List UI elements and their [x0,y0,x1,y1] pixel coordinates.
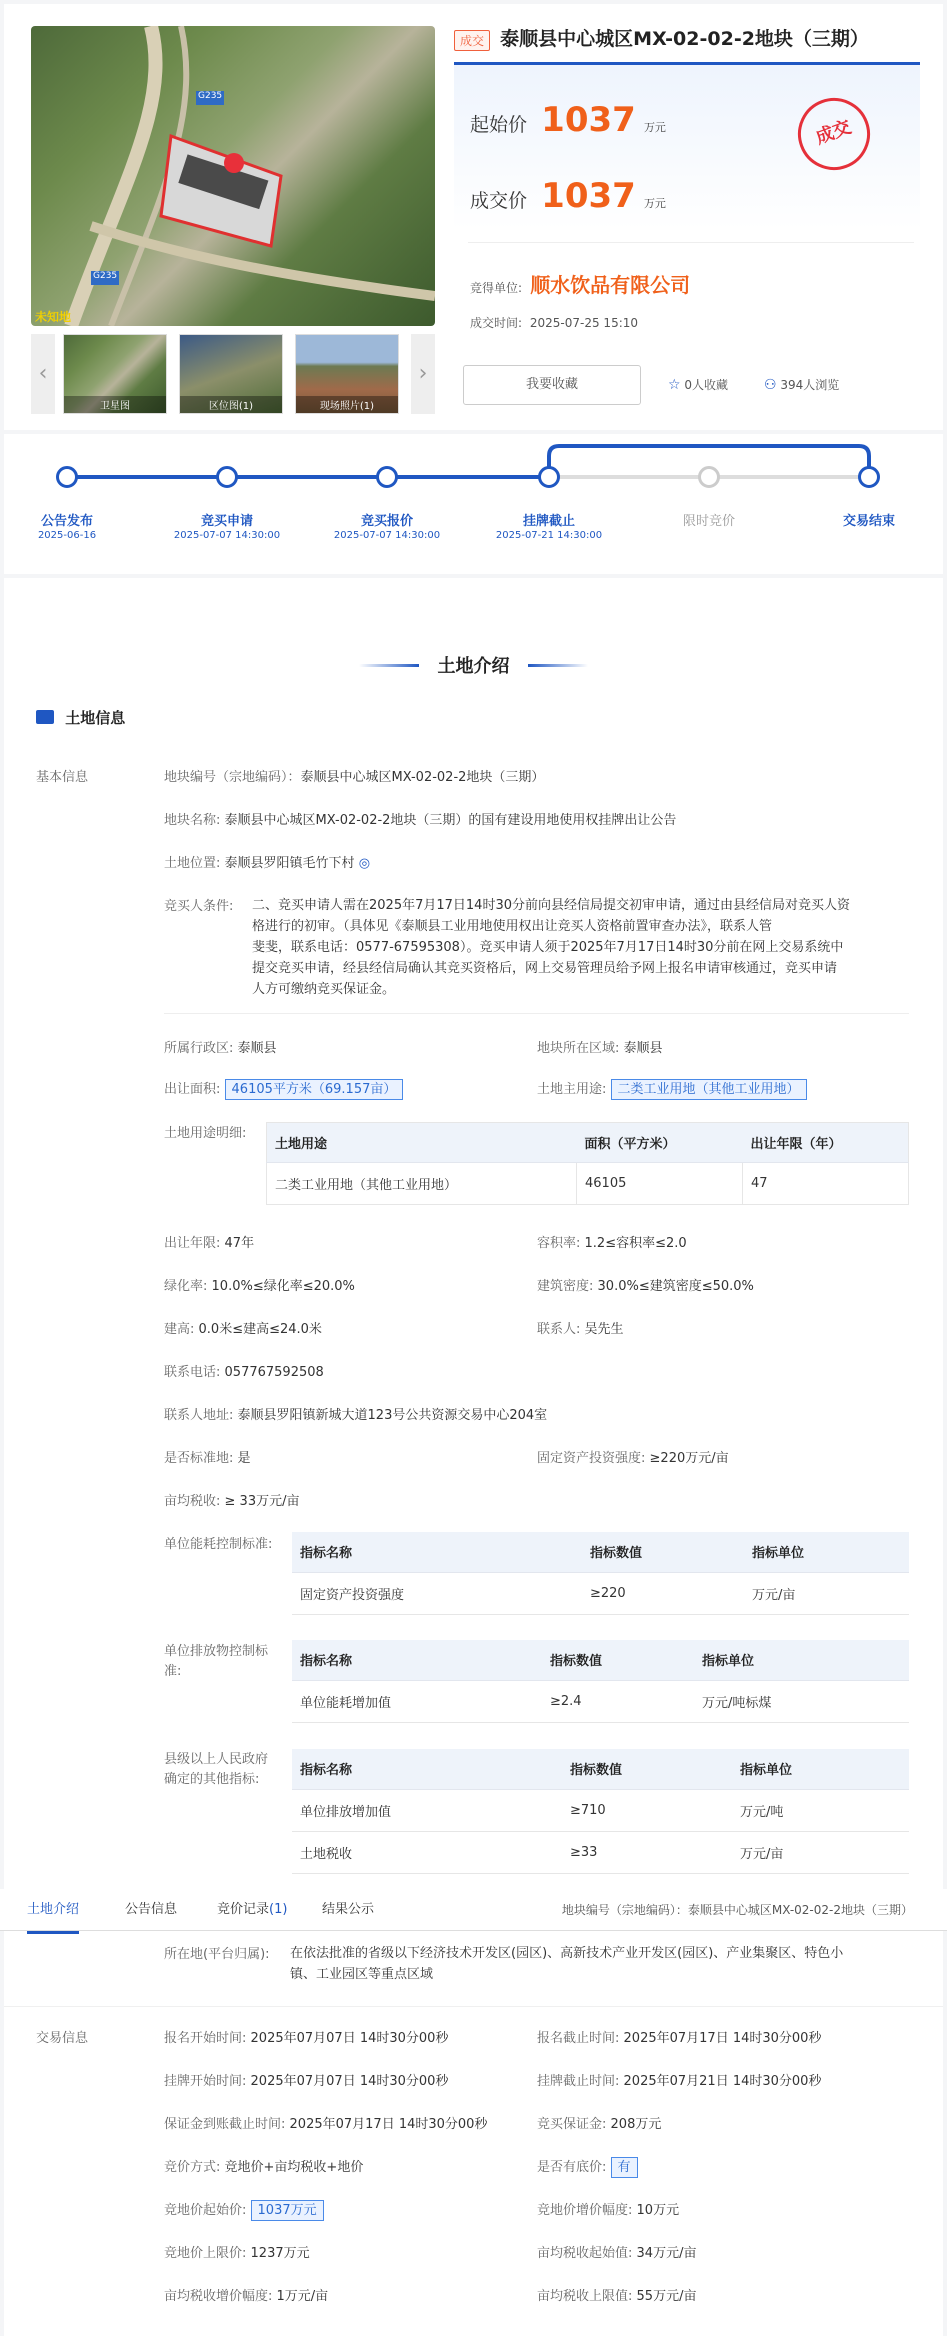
timeline-track [4,434,943,574]
green-label: 绿化率: [164,1279,208,1294]
col-header: 指标名称 [292,1532,582,1572]
land-cap-row [164,2242,310,2261]
invest-label: 固定资产投资强度: [537,1451,646,1466]
tax-start-row [537,2242,696,2261]
platform-line: 镇、工业园区等重点区域 [290,1967,434,1982]
step-label: 竞买申请 [200,514,253,529]
step-label: 公告发布 [40,514,93,529]
invest-value: ≥220万元/亩 [649,1451,729,1466]
start-price-row [470,100,666,140]
area-row [164,1078,403,1100]
contact-label: 联系人: [537,1322,581,1337]
land-info-heading [36,707,125,728]
phone-row [164,1361,324,1380]
tax-cap-value: 55万元/亩 [636,2289,697,2304]
contact-address-value: 泰顺县罗阳镇新城大道123号公共资源交易中心204室 [237,1408,548,1423]
plot-code-value: 泰顺县中心城区MX-02-02-2地块（三期） [300,770,545,785]
deposit-row [537,2113,661,2132]
step-date: 2025-07-21 14:30:00 [495,530,603,541]
contact-value: 吴先生 [584,1322,624,1337]
standard-row [164,1447,251,1466]
tax-label: 亩均税收: [164,1494,221,1509]
main-use-value: 二类工业用地（其他工业用地） [611,1079,807,1100]
step-dot [56,466,78,488]
divider [4,2006,943,2007]
step-dot [698,466,720,488]
title-deco-right [528,664,588,667]
step-label: 交易结束 [842,514,895,529]
basic-info-label: 基本信息 [36,770,89,785]
tax-inc-label: 亩均税收增价幅度: [164,2289,273,2304]
deal-price-row [470,176,666,216]
main-use-label: 土地主用途: [537,1082,607,1097]
tax-inc-row [164,2285,328,2304]
tab-bid-records[interactable] [217,1889,287,1931]
admin-region-value: 泰顺县 [237,1041,277,1056]
deal-time-label: 成交时间: [470,316,523,330]
land-inc-label: 竞地价增价幅度: [537,2203,633,2218]
density-label: 建筑密度: [537,1279,594,1294]
section-title: 土地介绍 [437,656,510,677]
deal-price-unit: 万元 [643,197,666,210]
emission-label [164,1642,268,1682]
label-line: 准: [164,1664,182,1679]
gallery-next-button[interactable] [411,334,435,414]
map-pin-icon[interactable]: ◎ [358,856,371,871]
step-date: 2025-06-16 [37,530,97,541]
deal-stamp: 成交 [788,88,880,180]
term-row [164,1232,254,1251]
location-value: 泰顺县罗阳镇毛竹下村 [224,856,355,871]
progress-timeline [4,434,943,574]
land-info-title: 土地信息 [65,709,126,727]
step-dot [538,466,560,488]
col-header: 面积（平方米） [577,1123,743,1163]
deposit-value: 208万元 [610,2117,662,2132]
page-title: 泰顺县中心城区MX-02-02-2地块（三期） [500,28,869,50]
plot-code-row [164,766,544,785]
list-start-label: 挂牌开始时间: [164,2074,247,2089]
favorite-button[interactable]: 我要收藏 [463,365,641,405]
label-line: 单位排放物控制标 [164,1644,269,1659]
chevron-left-icon: ‹ [38,361,48,386]
title-deco-left [359,664,419,667]
satellite-photo[interactable] [31,26,435,326]
conditions-label: 竞买人条件: [164,899,234,914]
thumb-site-photo[interactable] [295,334,399,414]
map-road-label: G235 [198,91,223,101]
tax-row [164,1490,299,1509]
thumb-caption: 卫星图 [64,396,166,413]
reserve-row [537,2156,638,2178]
contact-row [537,1318,624,1337]
list-end-row [537,2070,821,2089]
plot-name-label: 地块名称: [164,813,221,828]
step-label: 竞买报价 [360,514,413,529]
land-inc-row [537,2199,679,2218]
main-use-row [537,1078,807,1100]
energy-label: 单位能耗控制标准: [164,1537,273,1552]
table-cell: 46105 [577,1163,743,1205]
tax-start-value: 34万元/亩 [636,2246,697,2261]
title-row [454,24,869,51]
summary-card [4,4,943,430]
tax-inc-value: 1万元/亩 [276,2289,329,2304]
winner-value: 顺水饮品有限公司 [530,273,691,297]
table-row [292,1680,909,1722]
satellite-map-graphic [31,26,435,326]
green-value: 10.0%≤绿化率≤20.0% [211,1279,355,1294]
use-detail-label: 土地用途明细: [164,1126,247,1141]
table-cell: ≥220 [582,1572,744,1614]
col-header: 指标数值 [582,1532,744,1572]
table-cell: 万元/亩 [744,1572,909,1614]
col-header: 指标单位 [744,1532,909,1572]
land-start-value: 1037万元 [251,2200,324,2221]
use-table [266,1122,909,1205]
deal-price-label: 成交价 [470,190,528,212]
far-value: 1.2≤容积率≤2.0 [584,1236,687,1251]
land-start-row [164,2199,324,2221]
reserve-label: 是否有底价: [537,2160,607,2175]
table-row [292,1572,909,1614]
table-cell: 万元/吨标煤 [694,1680,909,1722]
photo-watermark: 未知地 [35,310,72,324]
land-cap-label: 竞地价上限价: [164,2246,247,2261]
conditions-line: 格进行的初审。（具体见《泰顺县工业用地使用权出让竞买人资格前置审查办法》，联系人管 [252,919,773,934]
deposit-deadline-row [164,2113,487,2132]
deal-time-row [470,314,638,331]
list-start-row [164,2070,448,2089]
table-row [292,1789,909,1831]
col-header: 指标名称 [292,1640,542,1680]
far-row [537,1232,687,1251]
list-start-value: 2025年07月07日 14时30分00秒 [250,2074,449,2089]
divider [164,1013,909,1014]
green-row [164,1275,355,1294]
views-count: 394人浏览 [780,378,840,392]
phone-value: 057767592508 [224,1365,324,1380]
invest-row [537,1447,729,1466]
favorites-count: 0人收藏 [684,378,729,392]
conditions-line: 二、竞买申请人需在2025年7月17日14时30分前向县经信局提交初审申请，通过由县经信局对竞买人资 [252,898,850,913]
phone-label: 联系电话: [164,1365,221,1380]
reg-end-row [537,2027,821,2046]
detail-tabs [0,1889,947,1931]
table-cell: 单位能耗增加值 [292,1680,542,1722]
col-header: 指标数值 [562,1749,732,1789]
land-start-label: 竞地价起始价: [164,2203,247,2218]
deposit-deadline-value: 2025年07月17日 14时30分00秒 [289,2117,488,2132]
energy-table [292,1532,909,1615]
image-icon [36,710,54,724]
area-value: 46105平方米（69.157亩） [225,1079,404,1100]
method-label: 竞价方式: [164,2160,221,2175]
standard-label: 是否标准地: [164,1451,234,1466]
col-header: 出让年限（年） [743,1123,909,1163]
platform-label: 所在地(平台归属): [164,1947,270,1962]
divider [468,242,914,243]
step-dot [216,466,238,488]
winner-row [470,269,690,298]
deal-price-value: 1037 [541,176,636,216]
tab-label: 竞价记录 [217,1902,270,1917]
height-row [164,1318,322,1337]
land-cap-value: 1237万元 [250,2246,310,2261]
step-date: 2025-07-07 14:30:00 [173,530,281,541]
conditions-line: 人方可缴纳竞买保证金。 [252,982,396,997]
reg-start-row [164,2027,448,2046]
table-cell: 万元/亩 [732,1831,909,1873]
reg-end-label: 报名截止时间: [537,2031,620,2046]
far-label: 容积率: [537,1236,581,1251]
views-stat [764,376,839,393]
plot-region-row [537,1037,663,1056]
chevron-right-icon: › [418,361,428,386]
step-label: 限时竞价 [682,514,735,529]
trade-info-label: 交易信息 [36,2031,89,2046]
land-inc-value: 10万元 [636,2203,680,2218]
height-label: 建高: [164,1322,195,1337]
other-table [292,1749,909,1874]
deposit-deadline-label: 保证金到账截止时间: [164,2117,286,2132]
step-dot [376,466,398,488]
table-cell: 固定资产投资强度 [292,1572,582,1614]
height-value: 0.0米≤建高≤24.0米 [198,1322,322,1337]
label-line: 县级以上人民政府 [164,1752,269,1767]
plot-name-value: 泰顺县中心城区MX-02-02-2地块（三期）的国有建设用地使用权挂牌出让公告 [224,813,677,828]
table-cell: 土地税收 [292,1831,562,1873]
list-end-value: 2025年07月21日 14时30分00秒 [623,2074,822,2089]
contact-address-label: 联系人地址: [164,1408,234,1423]
conditions-line: 提交竞买申请，经县经信局确认其竞买资格后，网上交易管理员给予网上报名申请审核通过，竞买申请 [252,961,838,976]
standard-value: 是 [237,1451,251,1466]
tax-start-label: 亩均税收起始值: [537,2246,633,2261]
plot-code-label: 地块编号（宗地编码）： [164,770,301,785]
area-label: 出让面积: [164,1082,221,1097]
col-header: 指标数值 [542,1640,694,1680]
method-row [164,2156,363,2175]
thumb-caption: 区位图(1) [180,396,282,413]
table-cell: ≥2.4 [542,1680,694,1722]
method-value: 竞地价+亩均税收+地价 [224,2160,364,2175]
table-cell: 单位排放增加值 [292,1789,562,1831]
table-row [292,1831,909,1873]
section-title-row [0,652,947,678]
tab-announcement[interactable]: 公告信息 [125,1902,178,1917]
thumb-satellite[interactable] [63,334,167,414]
tax-value: ≥ 33万元/亩 [224,1494,300,1509]
tax-cap-label: 亩均税收上限值: [537,2289,633,2304]
table-cell: 万元/吨 [732,1789,909,1831]
reg-start-value: 2025年07月07日 14时30分00秒 [250,2031,449,2046]
table-cell: 47 [743,1163,909,1205]
density-row [537,1275,754,1294]
admin-region-row [164,1037,277,1056]
density-value: 30.0%≤建筑密度≤50.0% [597,1279,754,1294]
tab-plot-code: 地块编号（宗地编码）：泰顺县中心城区MX-02-02-2地块（三期） [561,1903,913,1917]
map-road-label: G235 [93,271,118,281]
thumb-location[interactable] [179,334,283,414]
start-price-label: 起始价 [470,114,528,136]
conditions-text [252,895,912,1000]
tab-result[interactable]: 结果公示 [322,1902,375,1917]
platform-value [290,1943,843,1985]
label-line: 确定的其他指标: [164,1772,260,1787]
step-date: 2025-07-07 14:30:00 [333,530,441,541]
term-label: 出让年限: [164,1236,221,1251]
col-header: 土地用途 [267,1123,577,1163]
list-end-label: 挂牌截止时间: [537,2074,620,2089]
plot-region-label: 地块所在区域: [537,1041,620,1056]
reg-end-value: 2025年07月17日 14时30分00秒 [623,2031,822,2046]
status-badge: 成交 [454,30,490,51]
emission-table [292,1640,909,1723]
gallery-prev-button[interactable] [31,334,55,414]
location-row [164,852,370,871]
location-label: 土地位置: [164,856,221,871]
tab-land-intro[interactable]: 土地介绍 [27,1889,79,1934]
users-icon: ⚇ [764,377,777,393]
plot-region-value: 泰顺县 [623,1041,663,1056]
deposit-label: 竞买保证金: [537,2117,607,2132]
plot-name-row [164,809,676,828]
col-header: 指标单位 [732,1749,909,1789]
favorites-stat[interactable] [668,376,728,393]
table-row [267,1163,909,1205]
col-header: 指标名称 [292,1749,562,1789]
term-value: 47年 [224,1236,255,1251]
winner-label: 竞得单位: [470,281,523,295]
conditions-line: 斐斐，联系电话：0577-67595308）。竞买申请人须于2025年7月17日14时30分前在网上交易系统中 [252,940,844,955]
platform-line: 在依法批准的省级以下经济技术开发区(园区)、高新技术产业开发区(园区)、产业集聚区、特色小 [290,1946,844,1961]
step-dot [858,466,880,488]
admin-region-label: 所属行政区: [164,1041,234,1056]
star-icon: ☆ [668,377,681,393]
contact-address-row [164,1404,547,1423]
step-label: 挂牌截止 [522,514,575,529]
other-label [164,1750,268,1790]
start-price-value: 1037 [541,100,636,140]
reg-start-label: 报名开始时间: [164,2031,247,2046]
table-cell: ≥33 [562,1831,732,1873]
table-cell: ≥710 [562,1789,732,1831]
deal-time-value: 2025-07-25 15:10 [529,316,639,330]
thumb-caption: 现场照片(1) [296,396,398,413]
start-price-unit: 万元 [643,121,666,134]
col-header: 指标单位 [694,1640,909,1680]
table-cell: 二类工业用地（其他工业用地） [267,1163,577,1205]
tax-cap-row [537,2285,696,2304]
bid-count: (1) [269,1902,288,1917]
reserve-value: 有 [611,2157,638,2178]
